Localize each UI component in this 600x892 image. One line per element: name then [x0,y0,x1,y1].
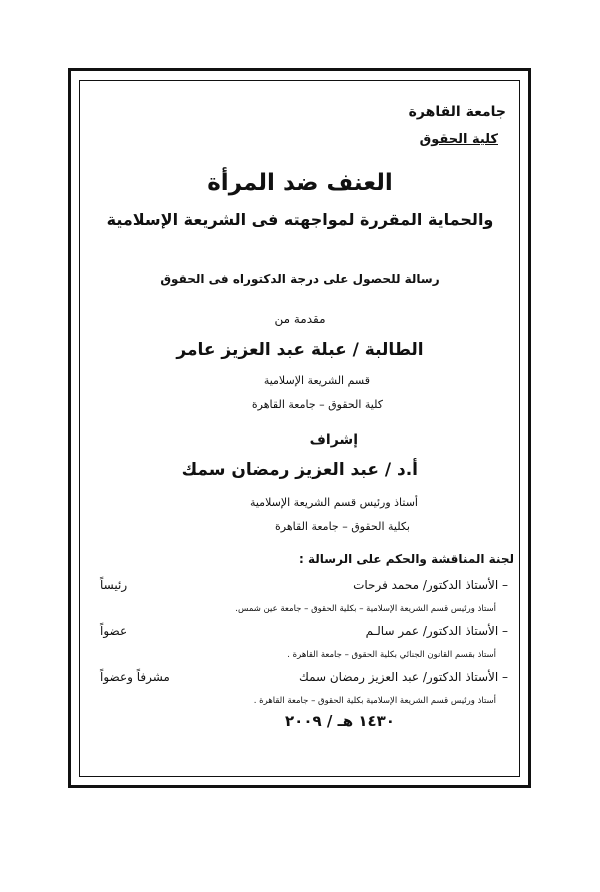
committee-member-name: – الأستاذ الدكتور/ عمر سالـم [365,624,508,638]
committee-member-name: – الأستاذ الدكتور/ عبد العزيز رمضان سمك [298,670,508,684]
supervisor-affiliation: بكلية الحقوق – جامعة القاهرة [275,520,410,533]
committee-member-role: عضواً [100,624,128,638]
thesis-purpose: رسالة للحصول على درجة الدكتوراه فى الحقوق [160,272,440,286]
committee-member-affiliation: أستاذ ورئيس قسم الشريعة الإسلامية بكلية الحقوق – جامعة القاهرة . [253,696,496,706]
committee-member-role: مشرفاً وعضواً [100,670,170,684]
faculty-name: كلية الحقوق [419,132,498,147]
committee-member-role: رئيساً [100,578,128,592]
thesis-title: العنف ضد المرأة [207,170,393,196]
committee-member-affiliation: أستاذ ورئيس قسم الشريعة الإسلامية – بكلية الحقوق – جامعة عين شمس. [235,604,496,614]
student-department: قسم الشريعة الإسلامية [263,374,370,387]
student-faculty: كلية الحقوق – جامعة القاهرة [251,398,383,411]
presented-by-label: مقدمة من [274,312,326,326]
committee-heading: لجنة المناقشة والحكم على الرسالة : [299,552,514,566]
student-name: الطالبة / عبلة عبد العزيز عامر [176,340,424,360]
supervision-label: إشراف [309,432,358,448]
committee-member-name: – الأستاذ الدكتور/ محمد فرحات [353,578,508,592]
university-name: جامعة القاهرة [408,104,506,120]
committee-member-affiliation: أستاذ بقسم القانون الجنائي بكلية الحقوق – جامعة القاهرة . [287,650,496,660]
thesis-date: ١٤٣٠ هـ / ٢٠٠٩ [285,712,395,730]
supervisor-name: أ.د / عبد العزيز رمضان سمك [181,460,418,480]
title-page [82,82,518,775]
thesis-subtitle: والحماية المقررة لمواجهته فى الشريعة الإسلامية [106,210,494,229]
supervisor-title: أستاذ ورئيس قسم الشريعة الإسلامية [249,496,418,509]
